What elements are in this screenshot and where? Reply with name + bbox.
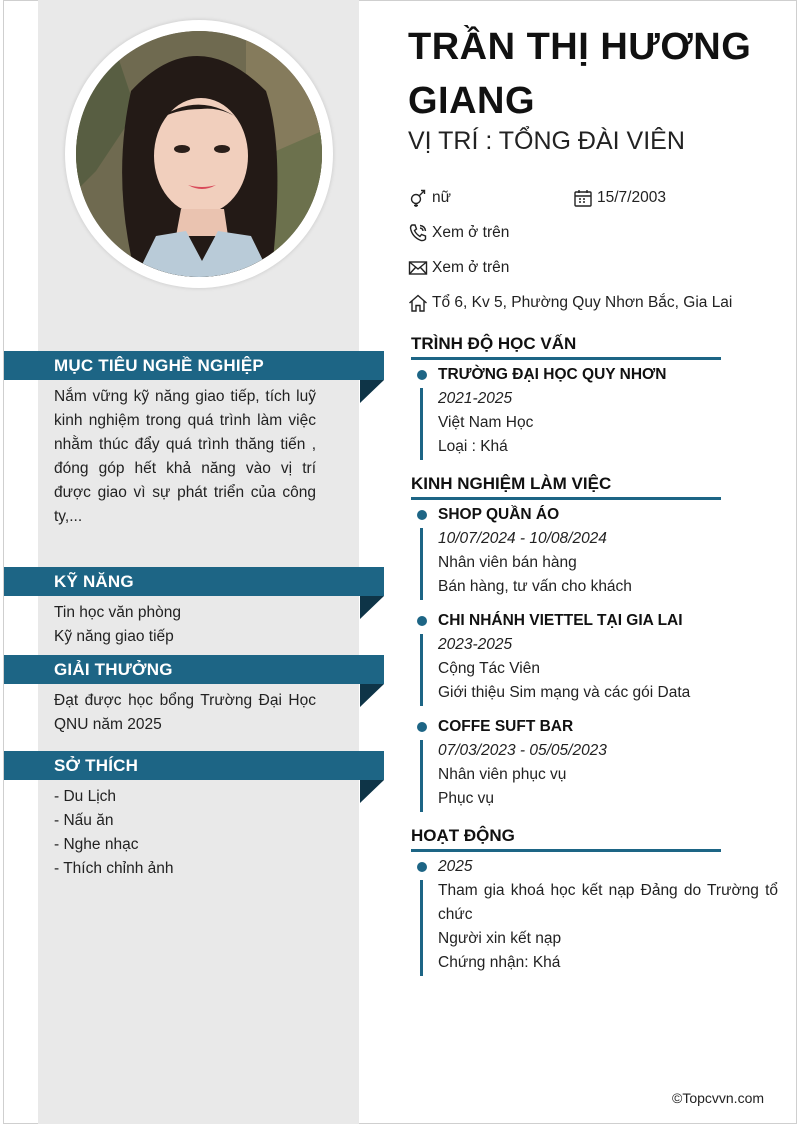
email-value: Xem ở trên: [432, 259, 510, 276]
experience-company: SHOP QUẦN ÁO: [438, 506, 560, 523]
experience-period: 10/07/2024 - 10/08/2024: [438, 530, 607, 547]
envelope-icon: [408, 258, 428, 278]
experience-description: Bán hàng, tư vấn cho khách: [438, 578, 632, 595]
activity-description: Tham gia khoá học kết nạp Đảng do Trường tổ chức: [438, 882, 778, 923]
timeline-bar: [420, 740, 423, 812]
job-position: VỊ TRÍ : TỔNG ĐÀI VIÊN: [408, 127, 685, 155]
awards-text: Đạt được học bổng Trường Đại Học QNU năm 2025: [54, 692, 316, 733]
objective-text: Nắm vững kỹ năng giao tiếp, tích luỹ kinh nghiệm trong quá trình làm việc nhằm thúc đẩy quá trình thăng tiến , đóng góp hết khả năng vào vị trí được giao vì sự phát triển của công ty,...: [54, 388, 316, 525]
section-header-education: TRÌNH ĐỘ HỌC VẤN: [411, 334, 721, 360]
avatar-frame: [65, 20, 333, 288]
experience-description: Giới thiệu Sim mạng và các gói Data: [438, 684, 691, 701]
timeline-bar: [420, 880, 423, 976]
experience-role: Nhân viên bán hàng: [438, 554, 577, 571]
section-header-experience: KINH NGHIỆM LÀM VIỆC: [411, 474, 721, 500]
gender-value: nữ: [432, 189, 451, 206]
skill-item: Tin học văn phòng: [54, 604, 181, 621]
birthday-row: [573, 188, 666, 208]
experience-period: 2023-2025: [438, 636, 513, 653]
timeline-bar: [420, 528, 423, 600]
timeline-dot: [417, 862, 427, 872]
copyright-footer: ©Topcvvn.com: [672, 1090, 765, 1106]
hobbies-list: [54, 785, 316, 881]
skills-list: [54, 601, 316, 649]
phone-row: [408, 223, 509, 243]
timeline-bar: [420, 634, 423, 706]
birthday-value: 15/7/2003: [597, 189, 666, 206]
gender-icon: [408, 188, 428, 208]
activity-role: Người xin kết nạp: [438, 930, 562, 947]
experience-company: CHI NHÁNH VIETTEL TẠI GIA LAI: [438, 612, 683, 629]
hobby-item: - Nghe nhạc: [54, 836, 139, 853]
email-row: [408, 258, 509, 278]
phone-value: Xem ở trên: [432, 224, 510, 241]
activity-result: Chứng nhận: Khá: [438, 954, 561, 971]
section-header-objective: MỤC TIÊU NGHỀ NGHIỆP: [4, 351, 384, 380]
home-icon: [408, 293, 428, 313]
education-school: TRƯỜNG ĐẠI HỌC QUY NHƠN: [438, 366, 667, 383]
experience-period: 07/03/2023 - 05/05/2023: [438, 742, 607, 759]
hobby-item: - Du Lịch: [54, 788, 117, 805]
avatar-portrait: [76, 31, 322, 277]
section-header-awards: GIẢI THƯỞNG: [4, 655, 384, 684]
education-major: Việt Nam Học: [438, 414, 534, 431]
experience-role: Cộng Tác Viên: [438, 660, 540, 677]
timeline-dot: [417, 510, 427, 520]
hobby-item: - Nấu ăn: [54, 812, 114, 829]
education-period: 2021-2025: [438, 390, 513, 407]
timeline-bar: [420, 388, 423, 460]
phone-icon: [408, 223, 428, 243]
section-header-activities: HOẠT ĐỘNG: [411, 826, 721, 852]
timeline-dot: [417, 616, 427, 626]
experience-company: COFFE SUFT BAR: [438, 718, 574, 735]
skill-item: Kỹ năng giao tiếp: [54, 628, 174, 645]
experience-role: Nhân viên phục vụ: [438, 766, 567, 783]
address-value: Tổ 6, Kv 5, Phường Quy Nhơn Bắc, Gia Lai: [432, 294, 733, 311]
avatar: [76, 31, 322, 277]
address-row: [408, 293, 732, 313]
education-grade: Loại : Khá: [438, 438, 508, 455]
section-header-hobbies: SỞ THÍCH: [4, 751, 384, 780]
gender-row: [408, 188, 451, 208]
hobby-item: - Thích chỉnh ảnh: [54, 860, 174, 877]
activity-period: 2025: [438, 858, 473, 875]
timeline-dot: [417, 722, 427, 732]
calendar-icon: [573, 188, 593, 208]
section-header-skills: KỸ NĂNG: [4, 567, 384, 596]
experience-description: Phục vụ: [438, 790, 495, 807]
timeline-dot: [417, 370, 427, 380]
candidate-name: TRẦN THỊ HƯƠNG GIANG: [408, 26, 752, 122]
